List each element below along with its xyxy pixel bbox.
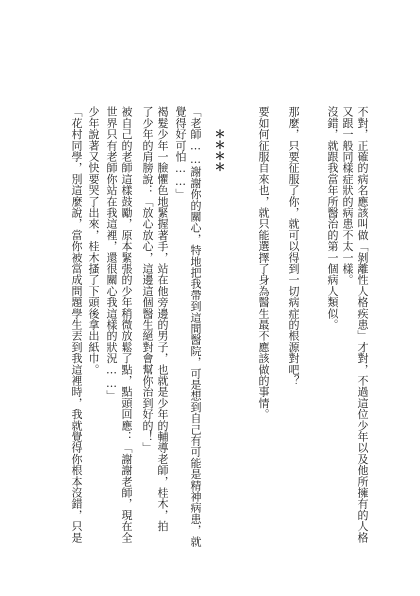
- text-column-17: 少年說著又快要哭了出來，桂木搔了下頭後拿出紙巾。: [87, 106, 100, 375]
- text-column-2: 又跟一般同樣症狀的病患不太一樣。: [341, 106, 354, 286]
- text-column-16: 世界只有老師你站在我這裡，還很關心我這樣的狀況……」: [105, 106, 118, 402]
- text-column-18: 「花村同學，別這麼說，當你被當成問題學生丟到我這裡時，我就覺得你根本沒錯，只是: [70, 106, 83, 543]
- text-column-5: 那麼，只要征服了你，就可以得到一切病症的根源對吧？: [287, 106, 300, 386]
- text-column-7: 要如何征服自來也，就只能選擇了身為醫生最不應該做的事情。: [257, 106, 270, 420]
- text-column-13: 褐髮少年一臉懼色地緊握著手，站在他旁邊的男子，也就是少年的輔導老師，桂木，拍: [156, 106, 169, 532]
- text-column-14: 了少年的肩膀說：「放心放心，這邊這個醫生絕對會幫你治到好的！」: [141, 106, 154, 454]
- text-column-11: 「老師……謝謝你的關心，特地把我帶到這間醫院，可是想到自己有可能是精神病患，就: [189, 106, 202, 547]
- text-column-3: 沒錯，就跟我當年所醫治的第一個病人類似。: [326, 106, 339, 330]
- text-column-12: 覺得好可怕……」: [174, 106, 187, 200]
- text-column-1: 不對，正確的病名應該叫做「剝離性人格疾患」才對，不過這位少年以及他所擁有的人格: [356, 106, 369, 543]
- section-separator: ＊＊＊＊: [213, 128, 226, 172]
- text-column-15: 被自己的老師這樣鼓勵，原本緊張的少年稍微放鬆了點，點頭回應：「謝謝老師，現在全: [120, 106, 133, 543]
